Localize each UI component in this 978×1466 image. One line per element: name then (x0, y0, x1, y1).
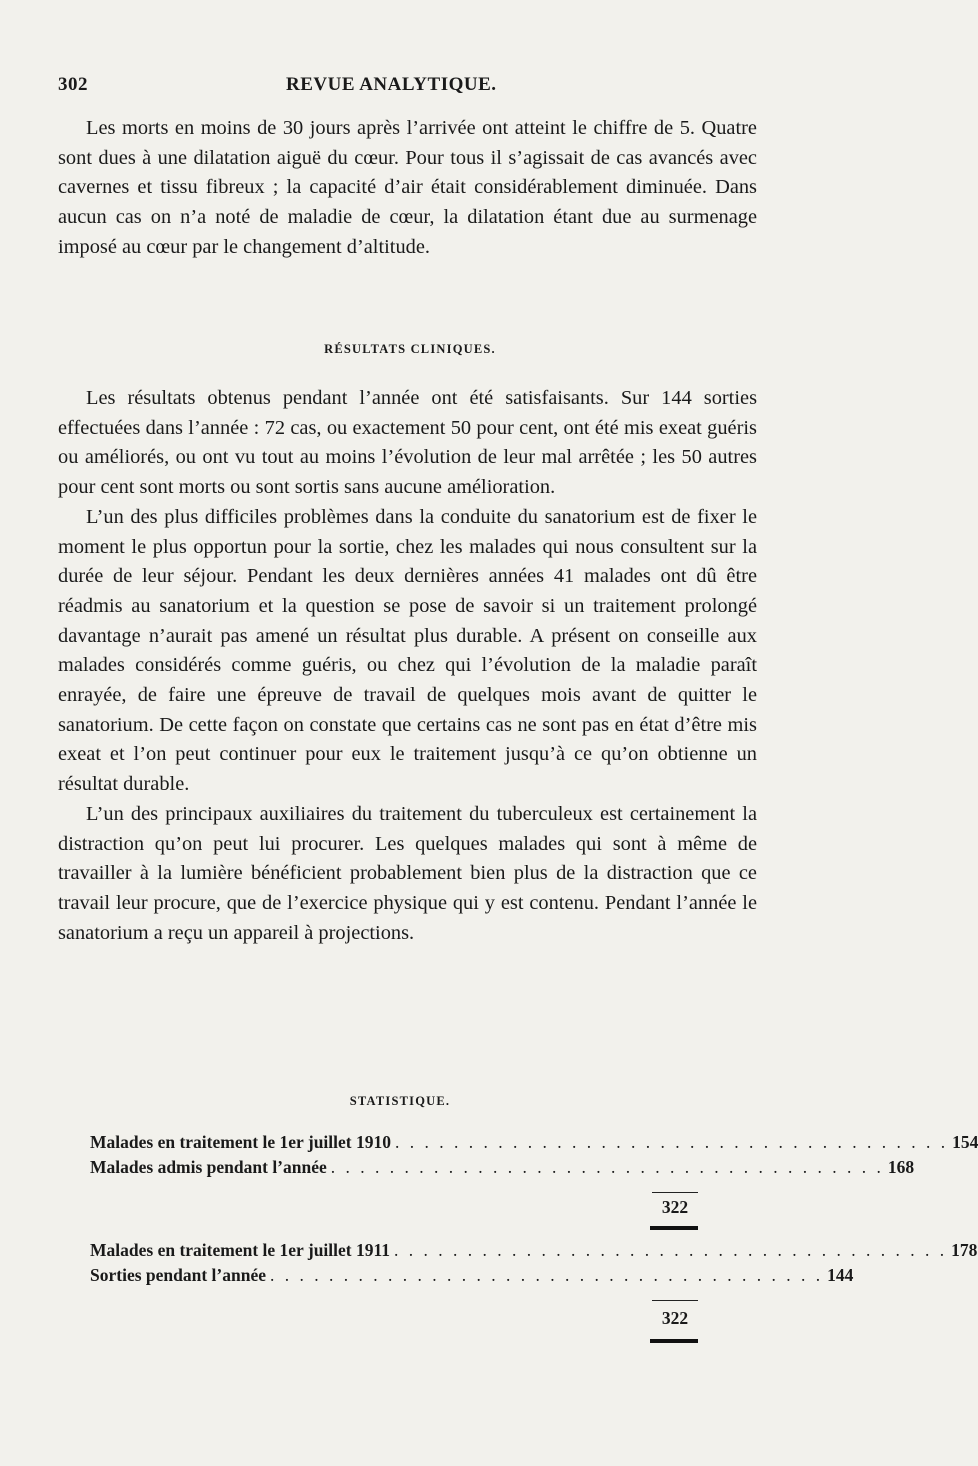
stat-value: 178 (951, 1240, 978, 1260)
stat-label: Malades en traitement le 1er juillet 1910 (90, 1132, 391, 1152)
stat-value: 168 (887, 1157, 915, 1177)
stat-row (90, 1263, 854, 1288)
paragraph: L’un des principaux auxiliaires du traitement du tuberculeux est certainement la distraction qu’on peut lui procurer. Les quelques malades qui sont à même de travailler à la lumière bénéficient probablement bien plus de la distraction que ce travail leur procure, que de l’exercice physique qui y est contenu. Pendant l’année le sanatorium a reçu un appareil à projections. (58, 802, 757, 944)
stat-label: Sorties pendant l’année (90, 1265, 266, 1285)
paragraph: L’un des plus difficiles problèmes dans la conduite du sanatorium est de fixer le moment le plus opportun pour la sortie, chez les malades qui nous consultent sur la durée de leur séjour. Pendant les deux dernières années 41 malades ont dû être réadmis au sanatorium et la question se pose de savoir si un traitement prolongé davantage n’aurait pas amené un résultat plus durable. A présent on conseille aux malades considérés comme guéris, ou chez qui l’évolution de la maladie paraît enrayée, de faire une épreuve de travail de quelques mois avant de quitter le sanatorium. De cette façon on constate que certains cas ne sont pas en état d’être mis exeat et l’on peut continuer pour eux le traitement jusqu’à ce qu’on obtienne un résultat durable. (58, 505, 757, 796)
statistics-group-2 (90, 1238, 978, 1288)
leader-dots: . . . . . . . . . . . . . . . . . . . . . . . . . . . . . . . . . . . . . . (330, 1157, 884, 1177)
stat-row (90, 1155, 915, 1180)
stat-row (90, 1238, 978, 1263)
stat-total: 322 (661, 1308, 689, 1328)
sum-rule (652, 1300, 698, 1301)
intro-text (58, 114, 757, 263)
stat-label: Malades en traitement le 1er juillet 1911 (90, 1240, 391, 1260)
total-rule (650, 1339, 698, 1343)
paragraph: Les résultats obtenus pendant l’année ont été satisfaisants. Sur 144 sorties effectuées dans l’année : 72 cas, ou exactement 50 pour cent, ont été mis exeat guéris ou améliorés, ou ont vu tout au moins l’évolution de leur mal arrêtée ; les 50 autres pour cent sont morts ou sont sortis sans aucune amélioration. (58, 387, 757, 499)
section-title-statistique: STATISTIQUE. (349, 1094, 451, 1108)
leader-dots: . . . . . . . . . . . . . . . . . . . . . . . . . . . . . . . . . . . . . . (394, 1240, 948, 1260)
resultats-text (58, 384, 757, 948)
stat-value: 154 (952, 1132, 978, 1152)
leader-dots: . . . . . . . . . . . . . . . . . . . . . . . . . . . . . . . . . . . . . . (269, 1265, 824, 1285)
total-rule (650, 1226, 698, 1230)
statistics-group-1 (90, 1130, 978, 1180)
sum-rule (652, 1192, 698, 1193)
page-header (58, 74, 758, 104)
stat-row (90, 1130, 978, 1155)
stat-label: Malades admis pendant l’année (90, 1157, 327, 1177)
paragraph: Les morts en moins de 30 jours après l’arrivée ont atteint le chiffre de 5. Quatre sont dues à une dilatation aiguë du cœur. Pour tous il s’agissait de cas avancés avec cavernes et tissu fibreux ; la capacité d’air était considérablement diminuée. Dans aucun cas on n’a noté de maladie de cœur, la dilatation étant due au surmenage imposé au cœur par le changement d’altitude. (58, 117, 757, 258)
running-title: REVUE ANALYTIQUE. (286, 74, 497, 95)
section-title-resultats: RÉSULTATS CLINIQUES. (324, 342, 496, 356)
page-number: 302 (58, 74, 88, 95)
leader-dots: . . . . . . . . . . . . . . . . . . . . . . . . . . . . . . . . . . . . . . (395, 1132, 949, 1152)
stat-total: 322 (661, 1197, 689, 1217)
stat-value: 144 (827, 1265, 854, 1285)
